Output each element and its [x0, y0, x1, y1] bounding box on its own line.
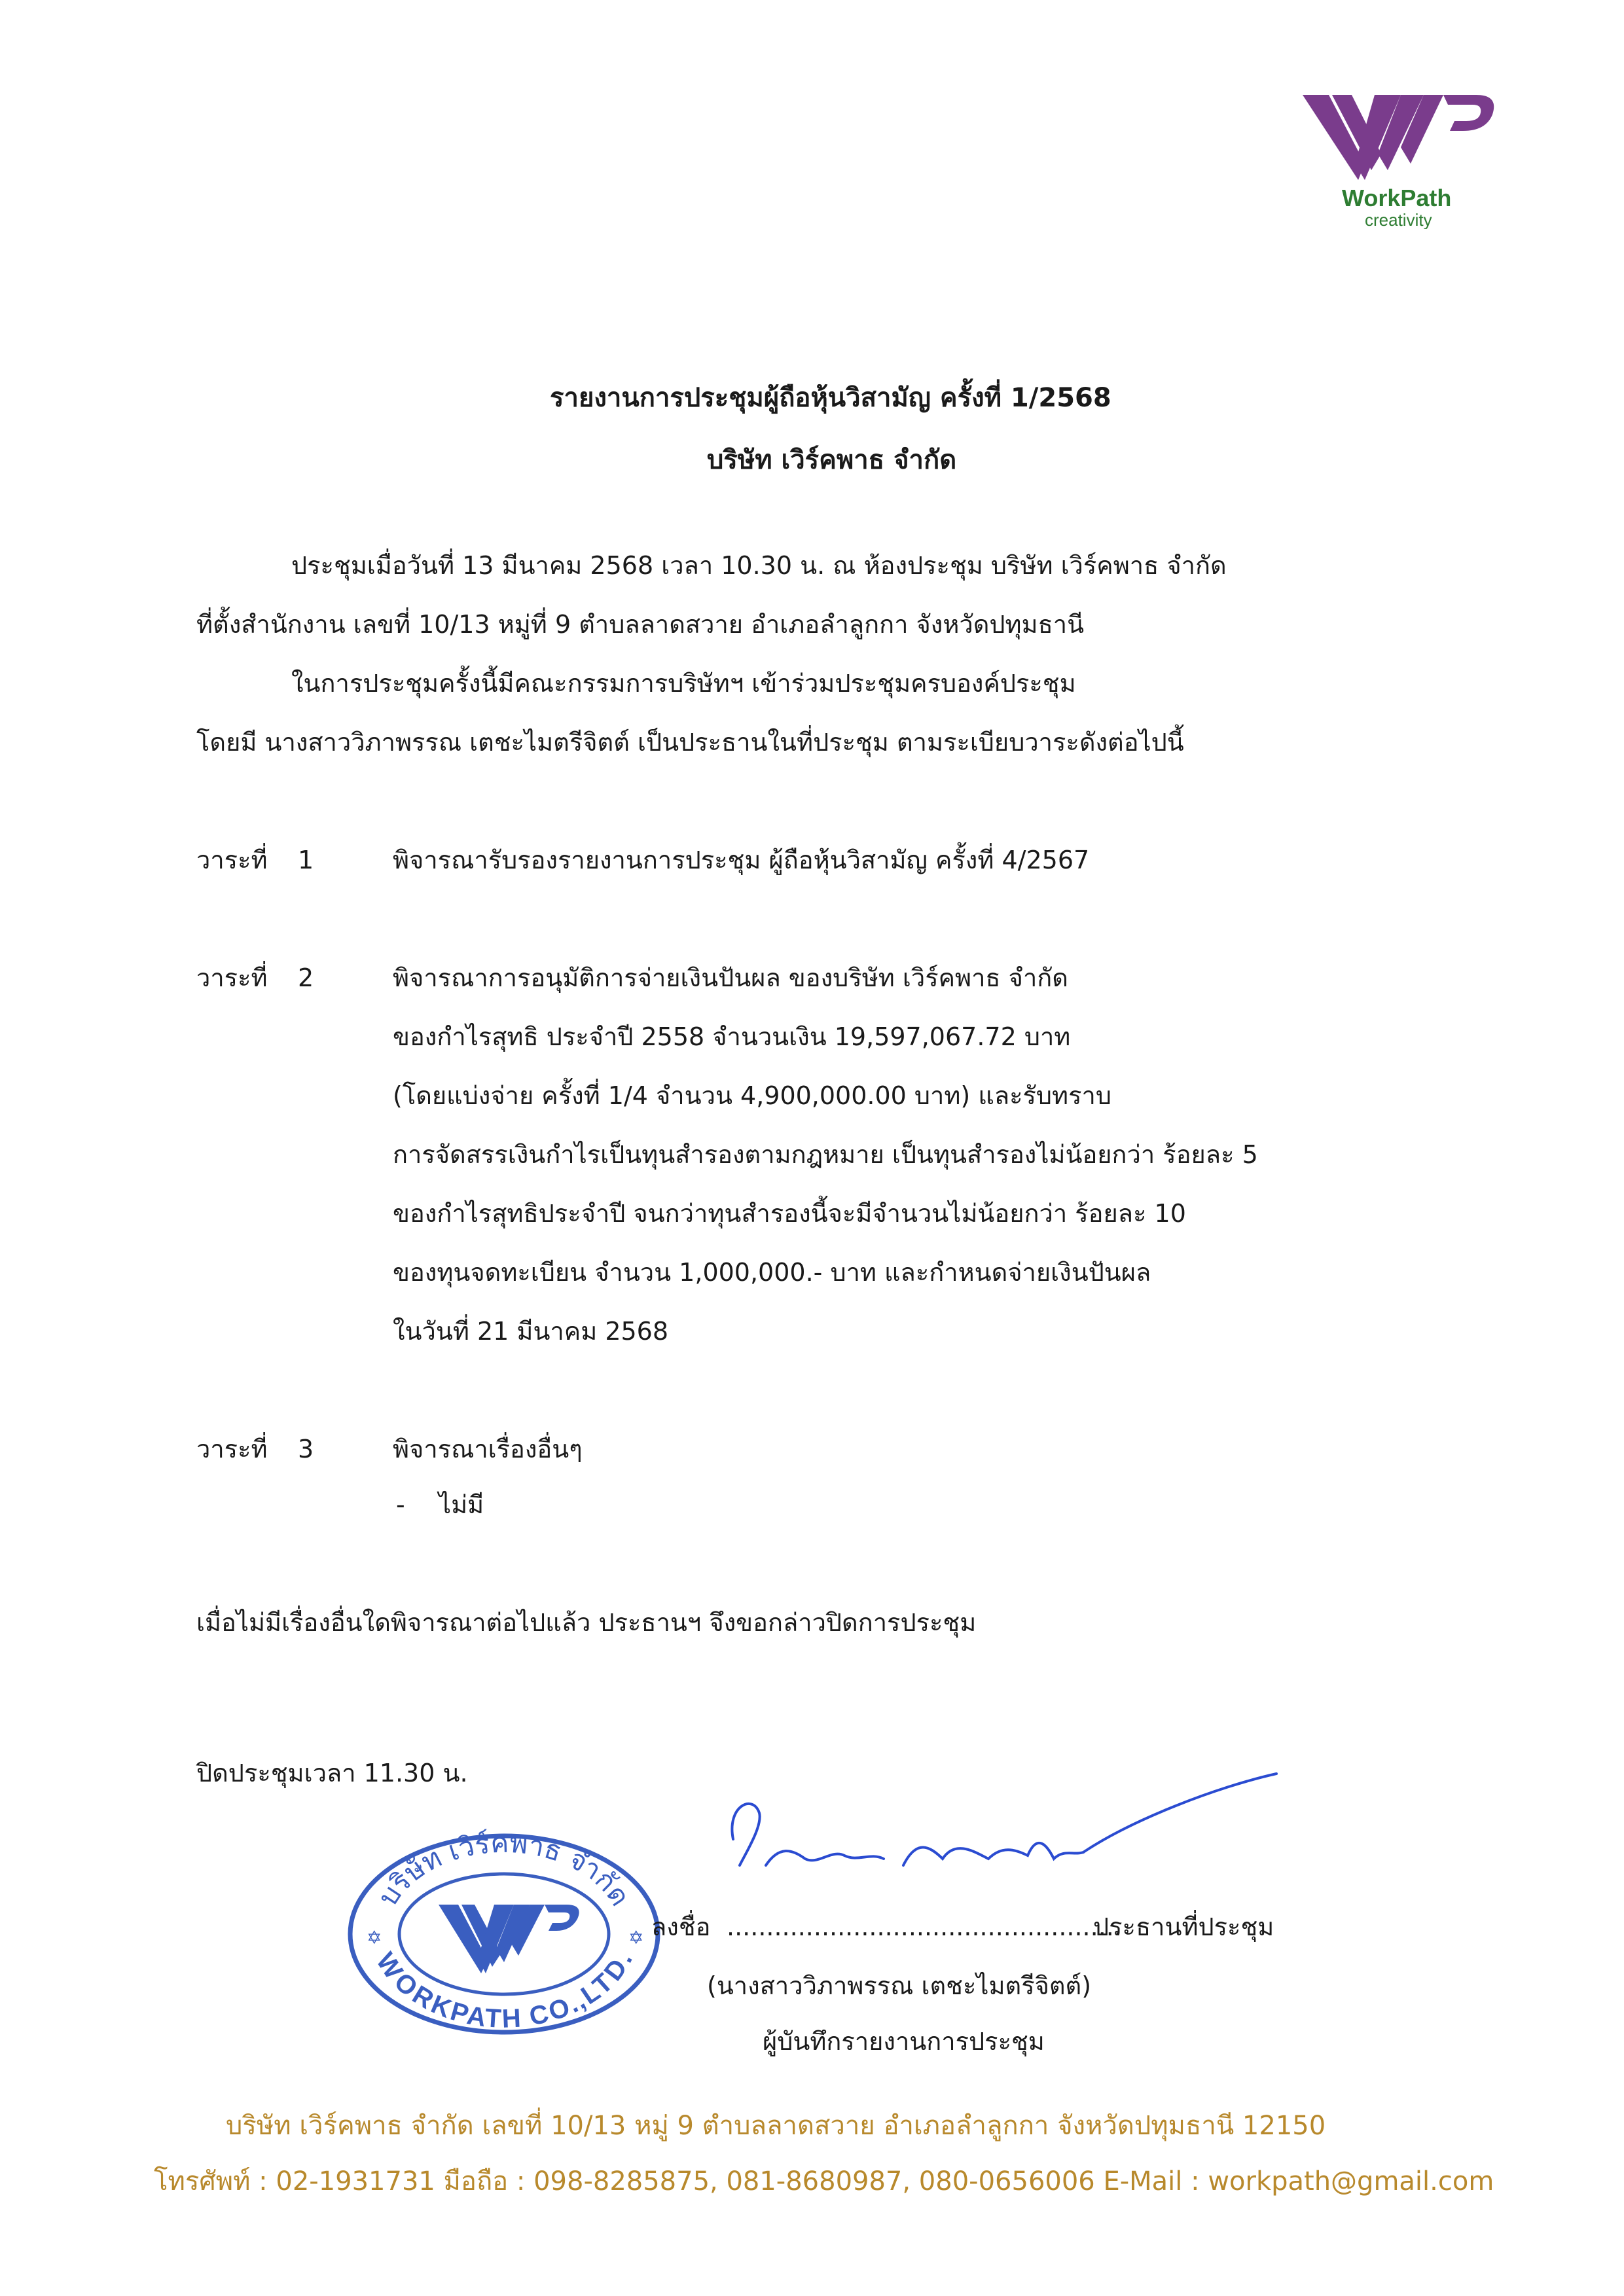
- sign-dots: ..................................................: [727, 1912, 1122, 1941]
- closing-text: เมื่อไม่มีเรื่องอื่นใดพิจารณาต่อไปแล้ว ประธานฯ จึงขอกล่าวปิดการประชุม: [196, 1608, 977, 1637]
- svg-text:บริษัท เวิร์คพาธ จำกัด: [372, 1827, 637, 1912]
- logo-brand-text: WorkPath: [1342, 185, 1452, 211]
- intro-p2-line1: ในการประชุมครั้งนี้มีคณะกรรมการบริษัทฯ เข้าร่วมประชุมครบองค์ประชุม: [291, 669, 1076, 698]
- sign-label: ลงชื่อ: [651, 1912, 711, 1941]
- intro-p2-line2: โดยมี นางสาววิภาพรรณ เตชะไมตรีจิตต์ เป็นประธานในที่ประชุม ตามระเบียบวาระดังต่อไปนี้: [196, 728, 1184, 757]
- agenda-2-number: 2: [298, 963, 314, 992]
- agenda-2-line: ของกำไรสุทธิประจำปี จนกว่าทุนสำรองนี้จะมีจำนวนไม่น้อยกว่า ร้อยละ 10: [393, 1199, 1186, 1228]
- footer-address: บริษัท เวิร์คพาธ จำกัด เลขที่ 10/13 หมู่ 9 ตำบลลาดสวาย อำเภอลำลูกกา จังหวัดปทุมธานี 12150: [226, 2111, 1326, 2141]
- agenda-2-label: วาระที่: [196, 963, 268, 992]
- chairperson-signature: [707, 1767, 1296, 1941]
- svg-text:✡: ✡: [367, 1927, 382, 1948]
- agenda-2-line: ในวันที่ 21 มีนาคม 2568: [393, 1317, 669, 1346]
- agenda-2-line: พิจารณาการอนุมัติการจ่ายเงินปันผล ของบริษัท เวิร์คพาธ จำกัด: [393, 963, 1068, 992]
- recorder-label: ผู้บันทึกรายงานการประชุม: [763, 2027, 1045, 2056]
- closed-time: ปิดประชุมเวลา 11.30 น.: [196, 1759, 468, 1787]
- footer-contact: โทรศัพท์ : 02-1931731 มือถือ : 098-8285875, 081-8680987, 080-0656006 E-Mail : workpath@gmail.com: [154, 2166, 1494, 2197]
- agenda-1-text: พิจารณารับรองรายงานการประชุม ผู้ถือหุ้นวิสามัญ ครั้งที่ 4/2567: [393, 846, 1090, 874]
- stamp-top-text: บริษัท เวิร์คพาธ จำกัด: [371, 1826, 637, 1912]
- agenda-2-line: ของกำไรสุทธิ ประจำปี 2558 จำนวนเงิน 19,597,067.72 บาท: [393, 1022, 1071, 1051]
- agenda-2-line: การจัดสรรเงินกำไรเป็นทุนสำรองตามกฎหมาย เป็นทุนสำรองไม่น้อยกว่า ร้อยละ 5: [393, 1140, 1258, 1169]
- logo-tagline-text: creativity: [1365, 210, 1432, 229]
- agenda-2-line: ของทุนจดทะเบียน จำนวน 1,000,000.- บาท และกำหนดจ่ายเงินปันผล: [393, 1258, 1151, 1287]
- chairperson-role: ประธานที่ประชุม: [1093, 1912, 1274, 1941]
- agenda-3-bullet-text: ไม่มี: [439, 1490, 484, 1519]
- agenda-3-number: 3: [298, 1435, 314, 1463]
- intro-p1-line1: ประชุมเมื่อวันที่ 13 มีนาคม 2568 เวลา 10.30 น. ณ ห้องประชุม บริษัท เวิร์คพาธ จำกัด: [291, 551, 1227, 580]
- stamp-bottom-text: WORKPATH CO.,LTD.: [370, 1947, 638, 2034]
- company-stamp: [340, 1813, 668, 2036]
- company-title: บริษัท เวิร์คพาธ จำกัด: [707, 445, 957, 475]
- agenda-3-bullet: -: [396, 1490, 405, 1519]
- agenda-1-label: วาระที่: [196, 846, 268, 874]
- agenda-1-number: 1: [298, 846, 314, 874]
- agenda-3-text: พิจารณาเรื่องอื่นๆ: [393, 1435, 583, 1463]
- chairperson-name: (นางสาววิภาพรรณ เตชะไมตรีจิตต์): [707, 1971, 1092, 2000]
- agenda-2-line: (โดยแบ่งจ่าย ครั้งที่ 1/4 จำนวน 4,900,000.00 บาท) และรับทราบ: [393, 1081, 1111, 1110]
- svg-text:✡: ✡: [628, 1927, 644, 1948]
- agenda-3-label: วาระที่: [196, 1435, 268, 1463]
- document-title: รายงานการประชุมผู้ถือหุ้นวิสามัญ ครั้งที่ 1/2568: [550, 383, 1111, 413]
- workpath-logo: [1303, 92, 1499, 229]
- intro-p1-line2: ที่ตั้งสำนักงาน เลขที่ 10/13 หมู่ที่ 9 ตำบลลาดสวาย อำเภอลำลูกกา จังหวัดปทุมธานี: [196, 610, 1085, 639]
